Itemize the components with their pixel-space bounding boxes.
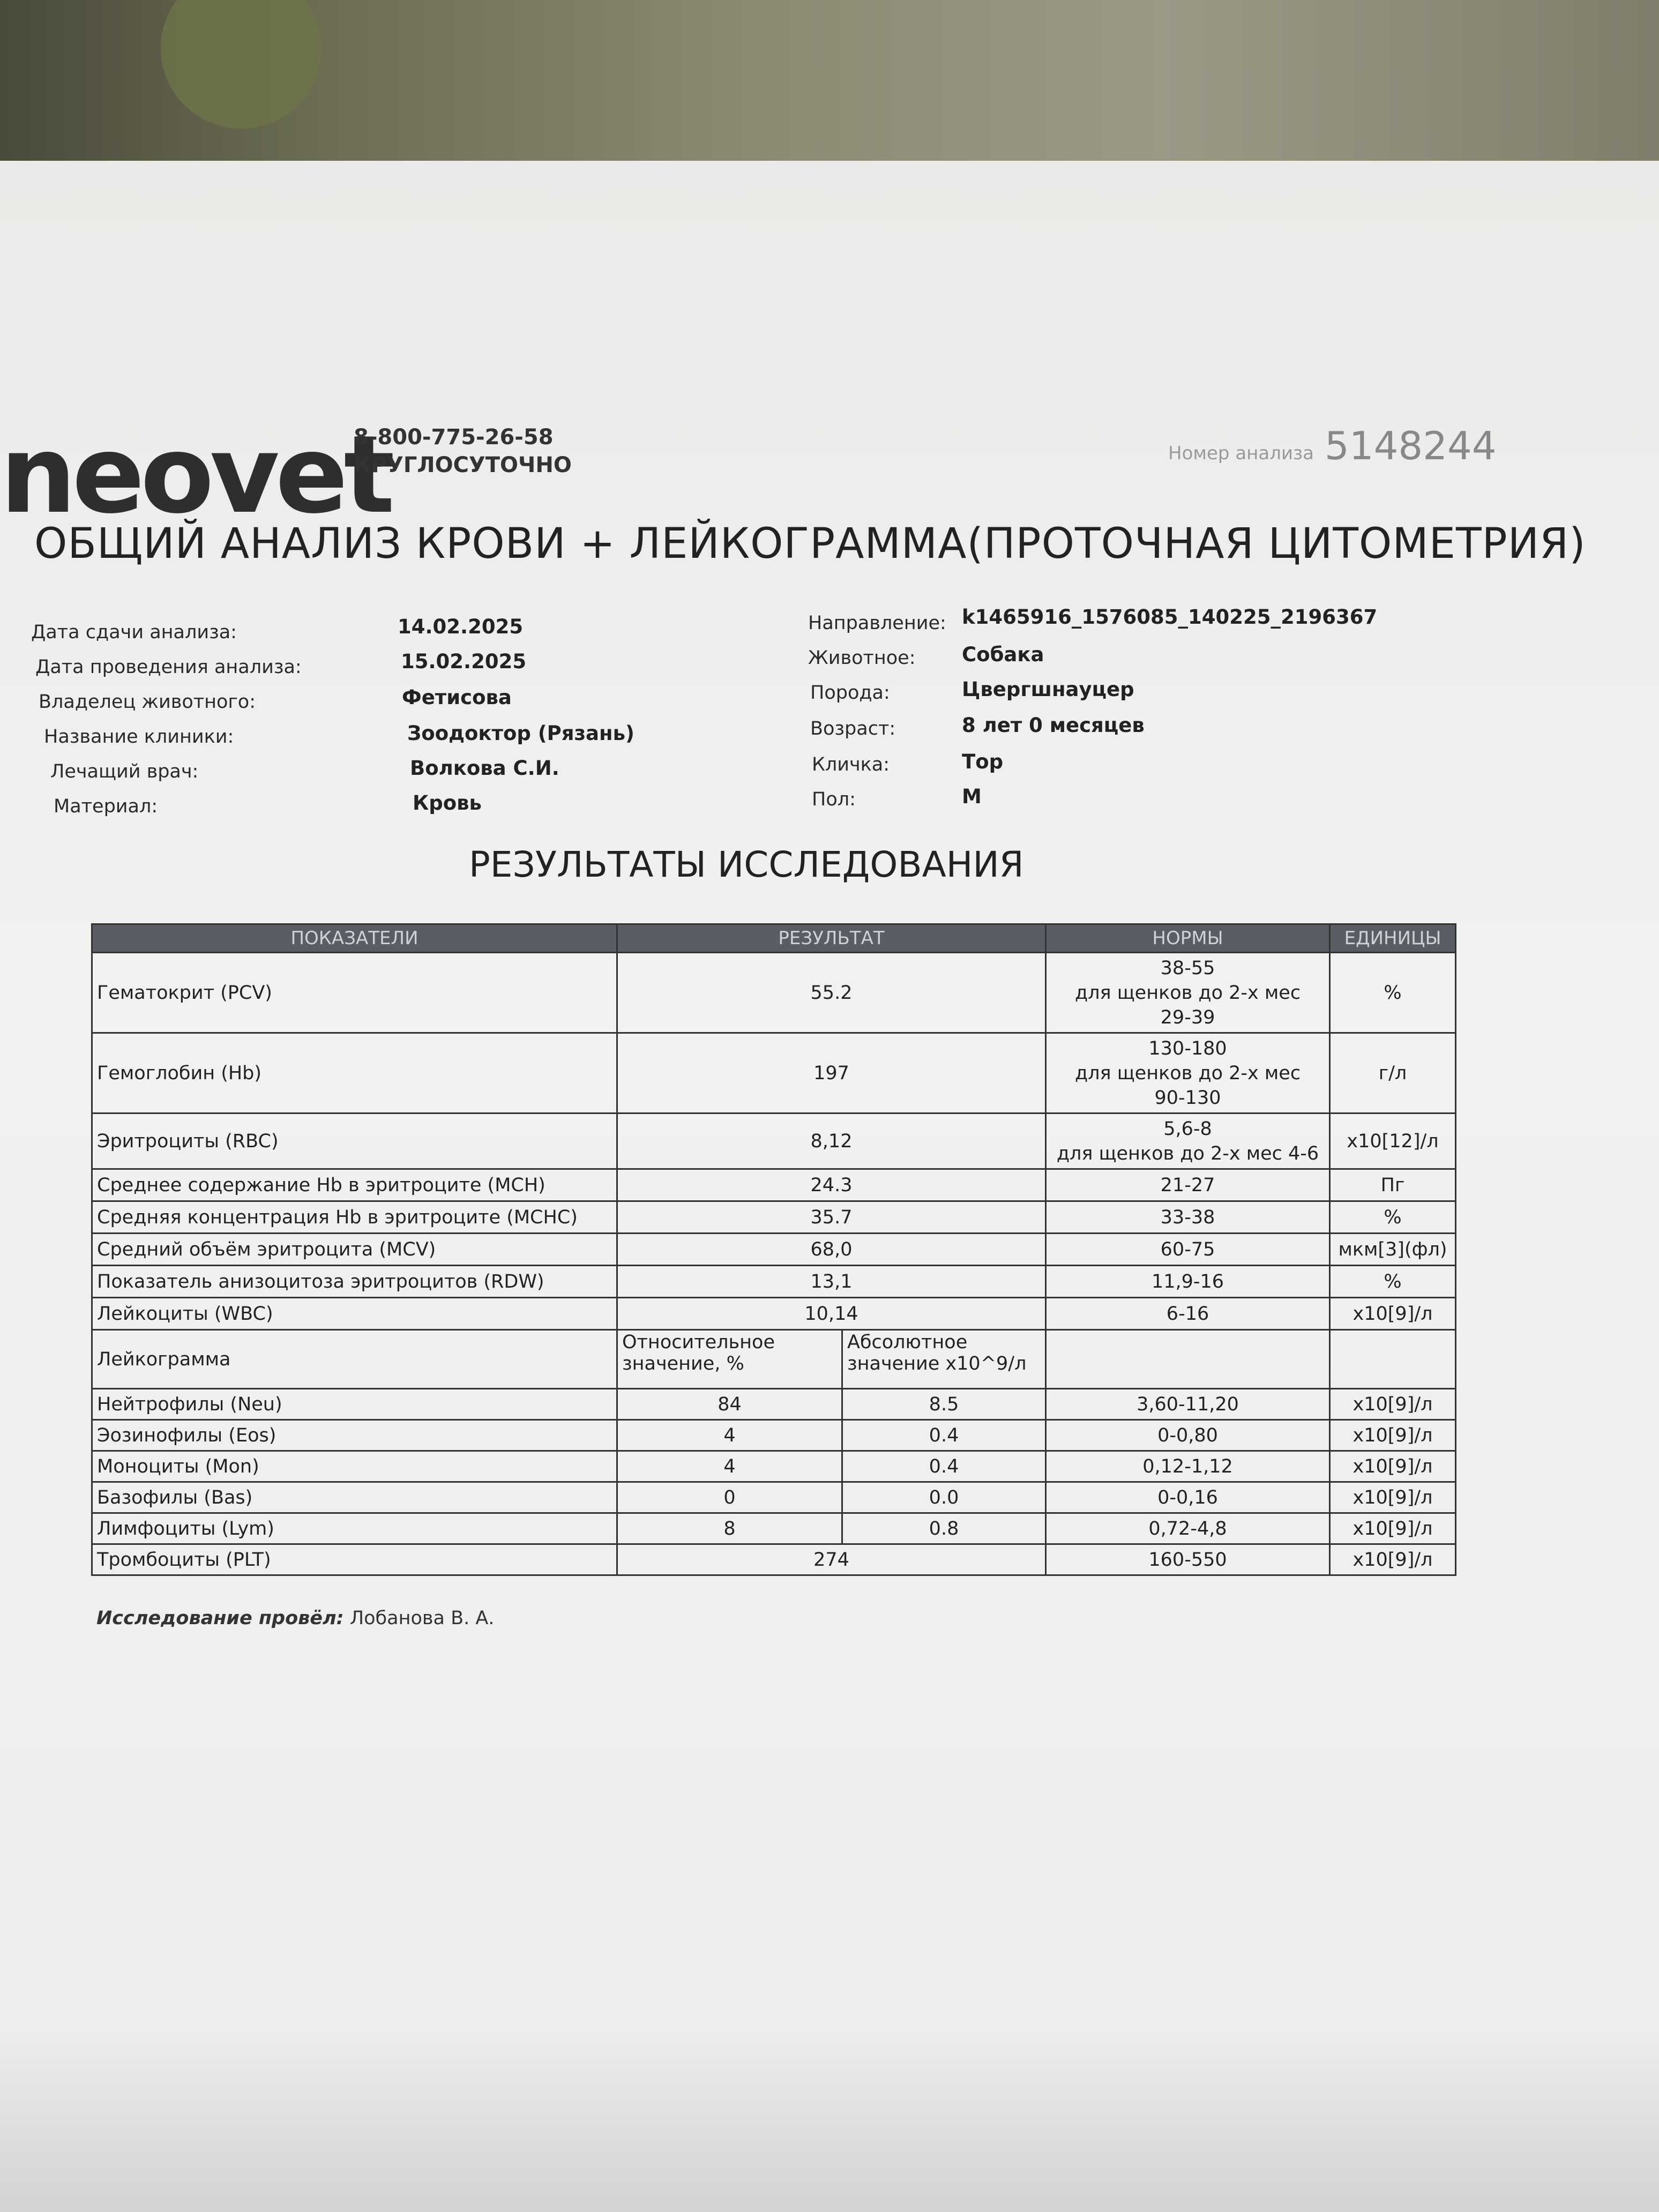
- meta-value: 15.02.2025: [401, 650, 527, 673]
- row-norm: 0,12-1,12: [1046, 1451, 1330, 1482]
- row-relative: 8: [617, 1513, 842, 1544]
- row-name: Нейтрофилы (Neu): [92, 1389, 617, 1420]
- meta-label: Дата проведения анализа:: [35, 656, 302, 678]
- row-name: Моноциты (Mon): [92, 1451, 617, 1482]
- phone-block: [354, 423, 572, 479]
- row-norm: 11,9-16: [1046, 1266, 1330, 1298]
- row-norm: 0-0,16: [1046, 1482, 1330, 1513]
- table-row: [92, 1033, 1456, 1114]
- row-name: Эритроциты (RBC): [92, 1114, 617, 1169]
- table-row: [92, 1420, 1456, 1451]
- row-absolute: 0.8: [842, 1513, 1046, 1544]
- results-table: [91, 923, 1456, 1576]
- row-relative: 84: [617, 1389, 842, 1420]
- document-title: ОБЩИЙ АНАЛИЗ КРОВИ + ЛЕЙКОГРАММА(ПРОТОЧНАЯ ЦИТОМЕТРИЯ): [34, 520, 1586, 568]
- table-row: [92, 1169, 1456, 1201]
- row-name: Тромбоциты (PLT): [92, 1544, 617, 1575]
- row-result: 13,1: [617, 1266, 1046, 1298]
- row-result: 197: [617, 1033, 1046, 1114]
- empty-cell: [1330, 1330, 1456, 1389]
- meta-label: Порода:: [810, 682, 890, 704]
- row-unit: г/л: [1330, 1033, 1456, 1114]
- row-absolute: 0.0: [842, 1482, 1046, 1513]
- row-norm: 60-75: [1046, 1234, 1330, 1266]
- meta-value: Зоодоктор (Рязань): [407, 722, 634, 745]
- row-relative: 0: [617, 1482, 842, 1513]
- table-row: [92, 953, 1456, 1033]
- row-name: Лимфоциты (Lym): [92, 1513, 617, 1544]
- row-unit: x10[12]/л: [1330, 1114, 1456, 1169]
- row-result: 55.2: [617, 953, 1046, 1033]
- table-row: [92, 1451, 1456, 1482]
- row-unit: x10[9]/л: [1330, 1544, 1456, 1575]
- meta-value: k1465916_1576085_140225_2196367: [962, 606, 1378, 629]
- footer-value: Лобанова В. А.: [349, 1608, 495, 1629]
- meta-label: Владелец животного:: [39, 691, 256, 713]
- meta-value: Волкова С.И.: [410, 757, 559, 780]
- row-result: 35.7: [617, 1201, 1046, 1234]
- relative-value-header: Относительное значение, %: [617, 1330, 842, 1389]
- row-norm: 33-38: [1046, 1201, 1330, 1234]
- leukogram-label: Лейкограмма: [92, 1330, 617, 1389]
- meta-label: Материал:: [54, 796, 158, 817]
- row-relative: 4: [617, 1451, 842, 1482]
- analysis-number-value: 5148244: [1324, 423, 1497, 468]
- row-norm: 5,6-8 для щенков до 2-х мес 4-6: [1046, 1114, 1330, 1169]
- meta-label: Пол:: [812, 789, 856, 810]
- meta-value: Собака: [962, 643, 1044, 666]
- row-name: Среднее содержание Hb в эритроците (MCH): [92, 1169, 617, 1201]
- table-header-row: [92, 924, 1456, 953]
- row-result: 8,12: [617, 1114, 1046, 1169]
- table-row: [92, 1266, 1456, 1298]
- meta-value: 14.02.2025: [398, 615, 524, 638]
- row-unit: x10[9]/л: [1330, 1513, 1456, 1544]
- row-name: Средний объём эритроцита (MCV): [92, 1234, 617, 1266]
- empty-cell: [1046, 1330, 1330, 1389]
- meta-label: Дата сдачи анализа:: [31, 622, 237, 643]
- row-result: 10,14: [617, 1298, 1046, 1330]
- row-result: 68,0: [617, 1234, 1046, 1266]
- row-name: Лейкоциты (WBC): [92, 1298, 617, 1330]
- row-unit: мкм[3](фл): [1330, 1234, 1456, 1266]
- row-norm: 21-27: [1046, 1169, 1330, 1201]
- row-norm: 6-16: [1046, 1298, 1330, 1330]
- row-unit: x10[9]/л: [1330, 1451, 1456, 1482]
- table-row: [92, 1298, 1456, 1330]
- row-unit: %: [1330, 1266, 1456, 1298]
- row-norm: 3,60-11,20: [1046, 1389, 1330, 1420]
- table-row: [92, 1482, 1456, 1513]
- meta-value: Кровь: [413, 791, 482, 814]
- absolute-value-header: Абсолютное значение x10^9/л: [842, 1330, 1046, 1389]
- row-result: 274: [617, 1544, 1046, 1575]
- row-unit: x10[9]/л: [1330, 1389, 1456, 1420]
- row-norm: 38-55 для щенков до 2-х мес 29-39: [1046, 953, 1330, 1033]
- table-row: [92, 1389, 1456, 1420]
- row-norm: 0-0,80: [1046, 1420, 1330, 1451]
- header-result: РЕЗУЛЬТАТ: [617, 924, 1046, 953]
- header-units: ЕДИНИЦЫ: [1330, 924, 1456, 953]
- row-relative: 4: [617, 1420, 842, 1451]
- row-norm: 0,72-4,8: [1046, 1513, 1330, 1544]
- meta-value: Цвергшнауцер: [962, 678, 1134, 701]
- phone-number: 8-800-775-26-58: [354, 425, 554, 450]
- header-indicators: ПОКАЗАТЕЛИ: [92, 924, 617, 953]
- table-row: [92, 1544, 1456, 1575]
- header-norms: НОРМЫ: [1046, 924, 1330, 953]
- results-title: РЕЗУЛЬТАТЫ ИССЛЕДОВАНИЯ: [469, 844, 1024, 885]
- meta-value: 8 лет 0 месяцев: [962, 714, 1145, 737]
- row-name: Показатель анизоцитоза эритроцитов (RDW): [92, 1266, 617, 1298]
- meta-label: Название клиники:: [44, 726, 234, 748]
- row-name: Эозинофилы (Eos): [92, 1420, 617, 1451]
- table-row: [92, 1234, 1456, 1266]
- analysis-number: [1168, 423, 1497, 468]
- row-name: Гематокрит (PCV): [92, 953, 617, 1033]
- row-absolute: 8.5: [842, 1389, 1046, 1420]
- footer-signature: [96, 1608, 494, 1629]
- meta-value: М: [962, 785, 982, 808]
- leukogram-header-row: [92, 1330, 1456, 1389]
- table-row: [92, 1201, 1456, 1234]
- row-unit: Пг: [1330, 1169, 1456, 1201]
- meta-label: Животное:: [808, 647, 916, 669]
- paper-shadow: [0, 2026, 1659, 2212]
- row-norm: 160-550: [1046, 1544, 1330, 1575]
- footer-label: Исследование провёл:: [96, 1608, 344, 1629]
- table-row: [92, 1513, 1456, 1544]
- row-unit: x10[9]/л: [1330, 1420, 1456, 1451]
- meta-label: Направление:: [808, 612, 946, 634]
- row-result: 24.3: [617, 1169, 1046, 1201]
- row-unit: %: [1330, 1201, 1456, 1234]
- row-unit: x10[9]/л: [1330, 1298, 1456, 1330]
- row-name: Гемоглобин (Hb): [92, 1033, 617, 1114]
- row-norm: 130-180 для щенков до 2-х мес 90-130: [1046, 1033, 1330, 1114]
- neovet-logo: neovet: [0, 413, 391, 537]
- meta-value: Фетисова: [402, 686, 512, 709]
- row-absolute: 0.4: [842, 1420, 1046, 1451]
- row-unit: x10[9]/л: [1330, 1482, 1456, 1513]
- row-unit: %: [1330, 953, 1456, 1033]
- meta-label: Лечащий врач:: [50, 761, 199, 782]
- analysis-number-label: Номер анализа: [1168, 443, 1314, 464]
- meta-value: Тор: [962, 750, 1004, 773]
- table-row: [92, 1114, 1456, 1169]
- phone-note: КРУГЛОСУТОЧНО: [354, 453, 572, 477]
- meta-label: Возраст:: [810, 718, 896, 739]
- row-name: Средняя концентрация Hb в эритроците (MCHC): [92, 1201, 617, 1234]
- row-name: Базофилы (Bas): [92, 1482, 617, 1513]
- row-absolute: 0.4: [842, 1451, 1046, 1482]
- meta-label: Кличка:: [812, 754, 890, 775]
